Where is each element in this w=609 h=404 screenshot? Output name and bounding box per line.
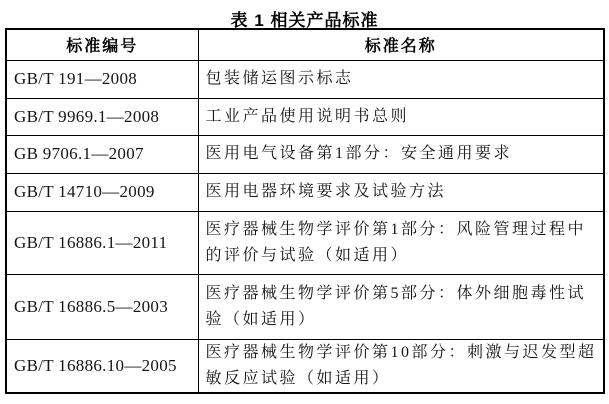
- standard-name-cell: 医疗器械生物学评价第10部分：刺激与迟发型超敏反应试验（如适用）: [198, 339, 604, 393]
- table-row: [6, 60, 604, 98]
- header-standard-code: 标准编号: [6, 29, 198, 60]
- standard-name-cell: 医用电器环境要求及试验方法: [198, 173, 604, 211]
- table-caption: 表 1 相关产品标准: [230, 11, 379, 30]
- table-row: [6, 98, 604, 135]
- standard-code-cell: GB/T 191—2008: [6, 60, 198, 98]
- standard-code-cell: GB 9706.1—2007: [6, 135, 198, 173]
- standard-name-cell: 医用电气设备第1部分：安全通用要求: [198, 135, 604, 173]
- standard-name-cell: 医疗器械生物学评价第5部分：体外细胞毒性试验（如适用）: [198, 274, 604, 339]
- header-row: [6, 29, 604, 60]
- standard-name-cell: 医疗器械生物学评价第1部分：风险管理过程中的评价与试验（如适用）: [198, 211, 604, 274]
- standard-code-cell: GB/T 16886.10—2005: [6, 339, 198, 393]
- standard-code-cell: GB/T 16886.5—2003: [6, 274, 198, 339]
- table-row: [6, 173, 604, 211]
- standard-name-cell: 包装储运图示标志: [198, 60, 604, 98]
- table-row: [6, 135, 604, 173]
- standards-table: [5, 28, 605, 394]
- standard-name-cell: 工业产品使用说明书总则: [198, 98, 604, 135]
- table-row: [6, 211, 604, 274]
- table-row: [6, 339, 604, 393]
- header-standard-name: 标准名称: [198, 29, 604, 60]
- standard-code-cell: GB/T 9969.1—2008: [6, 98, 198, 135]
- standard-code-cell: GB/T 14710—2009: [6, 173, 198, 211]
- standard-code-cell: GB/T 16886.1—2011: [6, 211, 198, 274]
- table-row: [6, 274, 604, 339]
